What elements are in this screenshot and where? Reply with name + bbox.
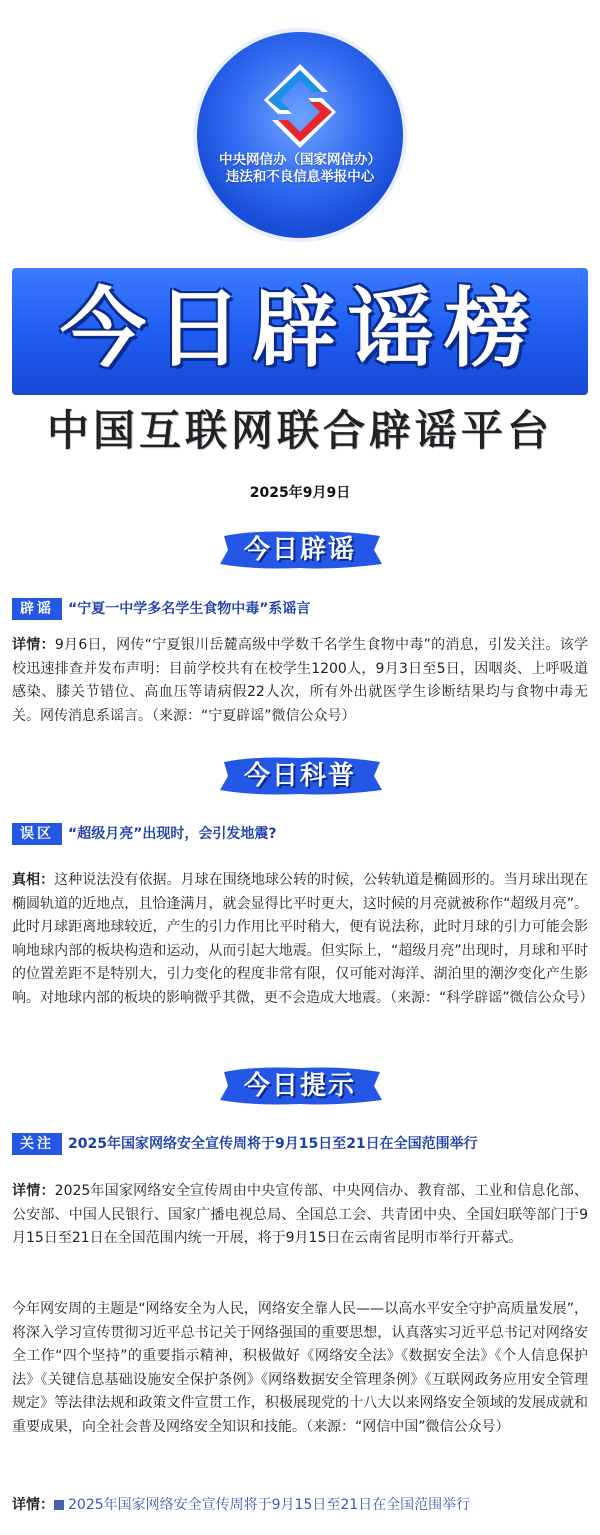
tips-detail-2 xyxy=(12,1298,588,1439)
tag-badge: 辟谣 xyxy=(12,598,62,620)
science-body: 这种说法没有依据。月球在围绕地球公转的时候，公转轨道是椭圆形的。当月球出现在椭圆轨道的近地点，且恰逢满月，就会显得比平时更大，这时候的月亮就被称作“超级月亮”。此时月球距离地球较近，产生的引力作用比平时稍大，便有说法称，此时月球的引力可能会影响地球内部的板块构造和运动，从而引起大地震。但实际上，“超级月亮”出现时，月球和平时的位置差距不是特别大，引力变化的程度非常有限，仅可能对海洋、湖泊里的潮汐变化产生影响。对地球内部的板块的影响微乎其微，更不会造成大地震。（来源：“科学辟谣”微信公众号） xyxy=(12,872,594,1006)
link-square-icon xyxy=(54,1500,64,1510)
page-title: 今日辟谣榜 xyxy=(60,279,540,379)
science-title: “超级月亮”出现时，会引发地震? xyxy=(68,826,277,842)
platform-name: 中国互联网联合辟谣平台 xyxy=(46,406,553,455)
logo-text-center: 违法和不良信息举报中心 xyxy=(225,169,375,185)
detail-link-row xyxy=(12,1494,588,1516)
rumor-title: “宁夏一中学多名学生食物中毒”系谣言 xyxy=(68,601,311,617)
hero-banner xyxy=(12,268,588,395)
science-detail xyxy=(12,869,594,1010)
tag-badge: 关注 xyxy=(12,1133,62,1155)
rumor-detail xyxy=(12,634,588,728)
truth-label: 真相： xyxy=(12,872,55,888)
science-heading xyxy=(12,823,588,847)
report-center-logo xyxy=(197,32,403,238)
tips-body-1: 2025年国家网络安全宣传周由中央宣传部、中央网信办、教育部、工业和信息化部、公安部、中国人民银行、国家广播电视总局、全国总工会、共青团中央、全国妇联等部门于9月15日至21日在全国范围内统一开展，将于9月15日在云南省昆明市举行开幕式。 xyxy=(12,1183,588,1246)
section-banner-rumor xyxy=(214,528,386,572)
logo-emblem-icon xyxy=(250,56,350,156)
tips-body-2: 今年网安周的主题是“网络安全为人民，网络安全靠人民——以高水平安全守护高质量发展”，将深入学习宣传贯彻习近平总书记关于网络强国的重要思想，认真落实习近平总书记对网络安全工作“四个坚持”的重要指示精神，积极做好《网络安全法》《数据安全法》《个人信息保护法》《关键信息基础设施安全保护条例》《网络数据安全管理条例》《互联网政务应用安全管理规定》等法律法规和政策文件宣贯工作，积极展现党的十八大以来网络安全领域的发展成就和重要成果，向全社会普及网络安全知识和技能。（来源：“网信中国”微信公众号） xyxy=(12,1301,588,1435)
section-banner-science xyxy=(214,754,386,798)
detail-link[interactable]: 2025年国家网络安全宣传周将于9月15日至21日在全国范围举行 xyxy=(68,1497,471,1513)
rumor-heading xyxy=(12,598,588,622)
rumor-body: 9月6日，网传“宁夏银川岳麓高级中学数千名学生食物中毒”的消息，引发关注。该学校迅速排查并发布声明：目前学校共有在校学生1200人，9月3日至5日，因咽炎、上呼吸道感染、膝关节错位、高血压等请病假22人次，所有外出就医学生诊断结果均与食物中毒无关。网传消息系谣言。（来源：“宁夏辟谣”微信公众号） xyxy=(12,637,588,724)
tips-detail-1 xyxy=(12,1180,588,1251)
detail-label: 详情： xyxy=(12,637,55,653)
section-banner-label: 今日提示 xyxy=(243,1071,356,1101)
detail-label: 详情： xyxy=(12,1183,55,1199)
tag-badge: 误区 xyxy=(12,823,62,845)
section-banner-label: 今日辟谣 xyxy=(243,535,356,565)
tips-heading xyxy=(12,1133,588,1157)
section-banner-label: 今日科普 xyxy=(243,761,356,791)
tips-title: 2025年国家网络安全宣传周将于9月15日至21日在全国范围举行 xyxy=(68,1136,478,1152)
publish-date: 2025年9月9日 xyxy=(249,485,351,501)
detail-label: 详情： xyxy=(12,1497,54,1513)
logo-text-org: 中央网信办（国家网信办） xyxy=(219,152,381,168)
section-banner-tips xyxy=(214,1064,386,1108)
